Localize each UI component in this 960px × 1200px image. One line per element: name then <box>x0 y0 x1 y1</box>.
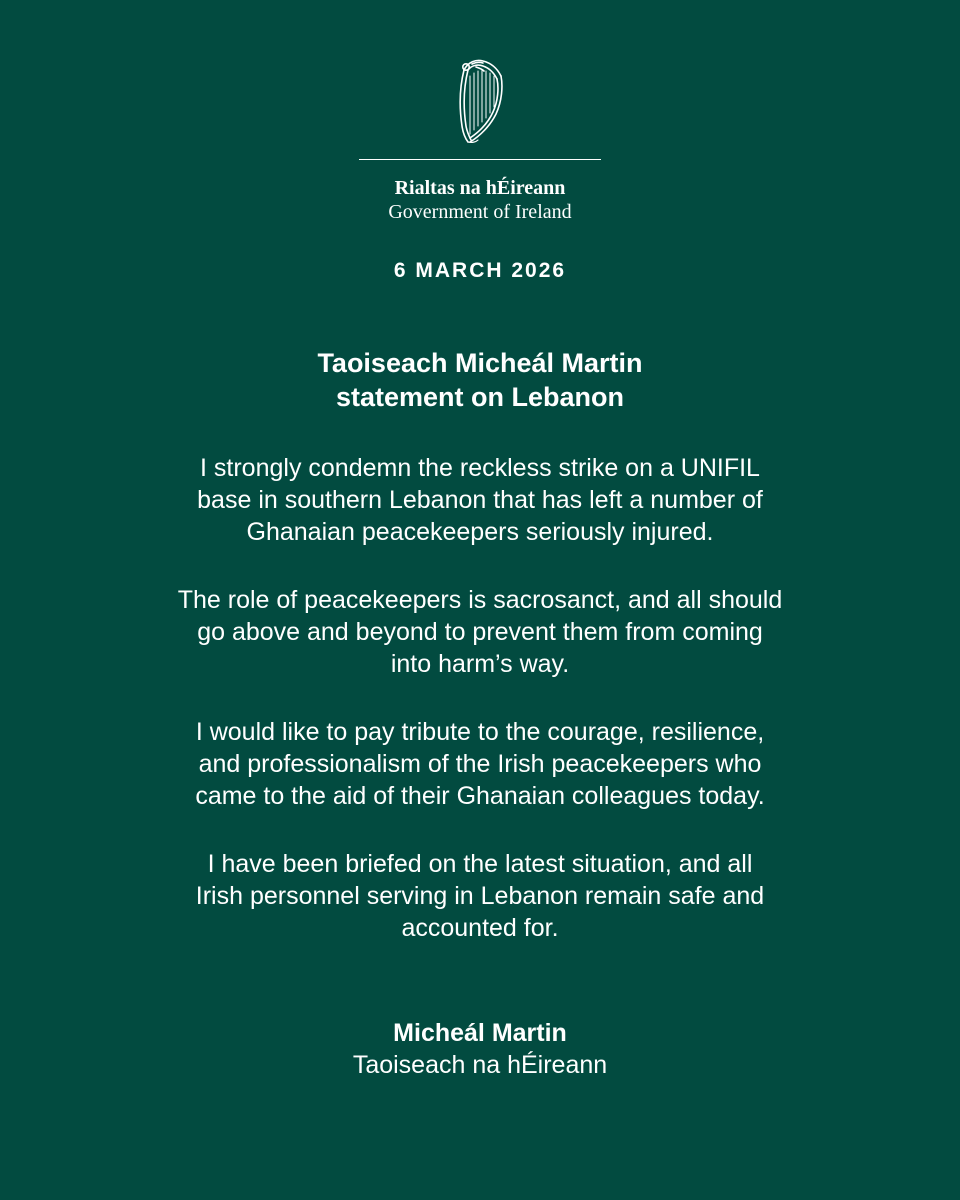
title-line: statement on Lebanon <box>335 382 625 412</box>
paragraph-line: accounted for. <box>401 914 559 942</box>
paragraph-line: The role of peacekeepers is sacrosanct, and all should <box>177 586 783 614</box>
statement-title <box>0 346 960 414</box>
statement-paragraph-1 <box>100 452 860 548</box>
paragraph-line: I have been briefed on the latest situation, and all <box>207 850 753 878</box>
paragraph-line: and professionalism of the Irish peacekeepers who <box>198 750 762 778</box>
government-name-english: Government of Ireland <box>388 201 572 223</box>
statement-paragraph-2 <box>100 584 860 680</box>
statement-paragraph-3 <box>100 716 860 812</box>
paragraph-line: I strongly condemn the reckless strike on a UNIFIL <box>200 454 760 482</box>
title-line: Taoiseach Micheál Martin <box>317 348 643 378</box>
harp-icon <box>450 56 510 144</box>
paragraph-line: Irish personnel serving in Lebanon remain safe and <box>195 882 765 910</box>
statement-paragraph-4 <box>100 848 860 944</box>
statement-date: 6 MARCH 2026 <box>393 259 567 282</box>
paragraph-line: I would like to pay tribute to the courage, resilience, <box>195 718 765 746</box>
paragraph-line: base in southern Lebanon that has left a number of <box>197 486 763 514</box>
signature-name: Micheál Martin <box>393 1019 567 1047</box>
divider <box>359 159 601 160</box>
paragraph-line: came to the aid of their Ghanaian colleagues today. <box>195 782 765 810</box>
paragraph-line: Ghanaian peacekeepers seriously injured. <box>246 518 714 546</box>
paragraph-line: into harm’s way. <box>390 650 570 678</box>
signature-role: Taoiseach na hÉireann <box>352 1051 608 1079</box>
government-name-irish: Rialtas na hÉireann <box>394 177 566 199</box>
paragraph-line: go above and beyond to prevent them from coming <box>197 618 763 646</box>
